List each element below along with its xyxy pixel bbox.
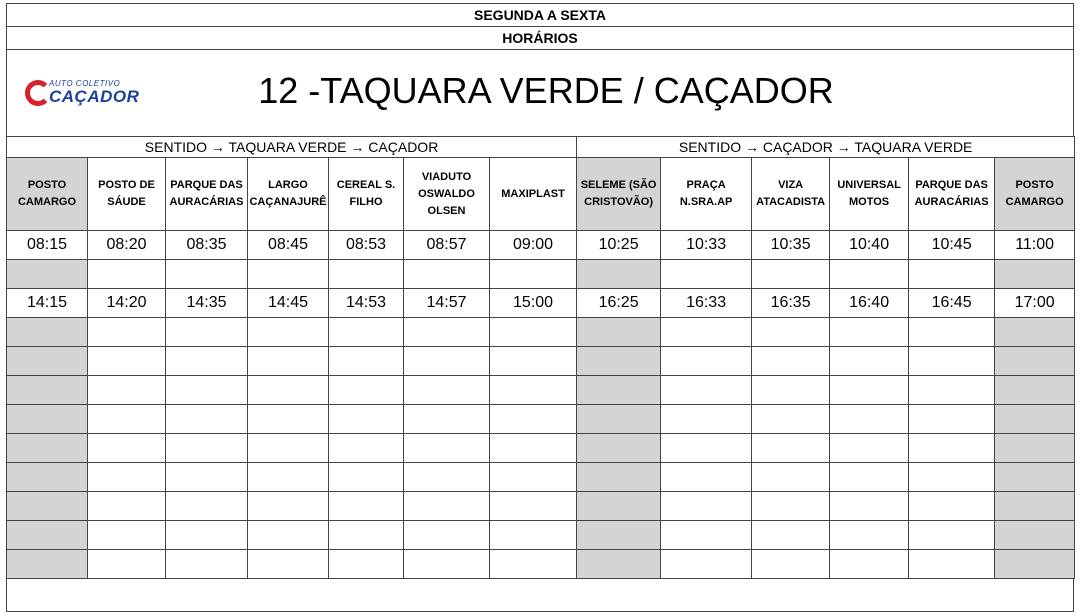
- stop-name-line: ATACADISTA: [756, 196, 826, 208]
- time-cell: [661, 550, 752, 579]
- time-cell: [7, 405, 88, 434]
- time-cell: [830, 434, 909, 463]
- time-cell: 16:40: [830, 289, 909, 318]
- time-cell: 14:45: [248, 289, 329, 318]
- time-cell: [830, 318, 909, 347]
- route-banner: [6, 49, 1074, 136]
- time-cell: [752, 318, 830, 347]
- stop-name-line: VIADUTO: [421, 170, 472, 183]
- time-cell: [88, 550, 166, 579]
- stop-name-line: CEREAL S.: [336, 179, 396, 191]
- time-cell: [7, 318, 88, 347]
- schedule-sheet: [6, 3, 1074, 612]
- time-cell: [88, 521, 166, 550]
- stop-header: [404, 158, 490, 231]
- time-cell: [329, 405, 404, 434]
- time-cell: [752, 434, 830, 463]
- time-cell: [909, 550, 995, 579]
- logo-big-text: CAÇADOR: [49, 87, 140, 106]
- stop-header: [248, 158, 329, 231]
- stop-name-line: OSWALDO: [418, 187, 475, 200]
- time-cell: 11:00: [995, 231, 1075, 260]
- time-cell: [7, 347, 88, 376]
- stop-name-line: MAXIPLAST: [501, 187, 565, 200]
- time-cell: [995, 463, 1075, 492]
- time-cell: [577, 260, 661, 289]
- time-cell: [404, 260, 490, 289]
- time-cell: [909, 521, 995, 550]
- table-row: [7, 376, 1075, 405]
- stop-name-line: LARGO: [268, 179, 308, 191]
- time-cell: 08:53: [329, 231, 404, 260]
- time-cell: [577, 405, 661, 434]
- time-cell: [7, 492, 88, 521]
- time-cell: [404, 347, 490, 376]
- time-cell: [752, 376, 830, 405]
- time-cell: [404, 550, 490, 579]
- stop-name-line: SELEME (SÃO: [580, 179, 657, 191]
- time-cell: 10:35: [752, 231, 830, 260]
- time-cell: [248, 347, 329, 376]
- stop-header: [909, 158, 995, 231]
- footer-row: [6, 579, 1074, 612]
- stop-header: [7, 158, 88, 231]
- stop-name-line: PARQUE DAS: [170, 179, 243, 191]
- time-cell: [329, 318, 404, 347]
- time-cell: [248, 318, 329, 347]
- time-cell: 10:33: [661, 231, 752, 260]
- time-cell: [909, 347, 995, 376]
- time-cell: 08:57: [404, 231, 490, 260]
- time-cell: [752, 492, 830, 521]
- time-cell: 10:45: [909, 231, 995, 260]
- time-cell: 10:40: [830, 231, 909, 260]
- time-cell: [577, 376, 661, 405]
- stop-header: [490, 158, 577, 231]
- time-cell: [995, 260, 1075, 289]
- time-cell: [752, 463, 830, 492]
- time-cell: [661, 521, 752, 550]
- stop-name-line: AURACÁRIAS: [914, 196, 989, 208]
- time-cell: [490, 521, 577, 550]
- stop-header: [752, 158, 830, 231]
- time-cell: 08:45: [248, 231, 329, 260]
- stop-header: [830, 158, 909, 231]
- time-cell: [88, 492, 166, 521]
- times-body: [7, 231, 1075, 579]
- time-cell: [490, 434, 577, 463]
- table-row: [7, 492, 1075, 521]
- time-cell: [661, 376, 752, 405]
- table-row: [7, 405, 1075, 434]
- time-cell: [166, 405, 248, 434]
- time-cell: [490, 318, 577, 347]
- time-cell: [995, 521, 1075, 550]
- time-cell: [88, 405, 166, 434]
- time-cell: 17:00: [995, 289, 1075, 318]
- time-cell: [577, 347, 661, 376]
- time-cell: [329, 260, 404, 289]
- time-cell: [909, 434, 995, 463]
- days-header: SEGUNDA A SEXTA: [6, 3, 1074, 26]
- time-cell: [909, 463, 995, 492]
- stop-name-line: PRAÇA: [686, 179, 726, 191]
- time-cell: [329, 492, 404, 521]
- time-cell: [248, 434, 329, 463]
- time-cell: [166, 521, 248, 550]
- stop-header: [329, 158, 404, 231]
- time-cell: [166, 492, 248, 521]
- time-cell: [88, 434, 166, 463]
- time-cell: [248, 492, 329, 521]
- time-cell: [752, 347, 830, 376]
- time-cell: [661, 318, 752, 347]
- stop-header: [88, 158, 166, 231]
- time-cell: [995, 550, 1075, 579]
- time-cell: [7, 260, 88, 289]
- time-cell: [577, 492, 661, 521]
- time-cell: [752, 260, 830, 289]
- table-row: [7, 318, 1075, 347]
- table-row: [7, 521, 1075, 550]
- stop-name-line: UNIVERSAL: [837, 179, 901, 191]
- time-cell: 14:20: [88, 289, 166, 318]
- time-cell: [88, 260, 166, 289]
- stop-name-line: MOTOS: [849, 196, 890, 208]
- table-row: [7, 347, 1075, 376]
- time-cell: [166, 434, 248, 463]
- time-cell: [661, 347, 752, 376]
- time-cell: [909, 376, 995, 405]
- time-cell: [7, 376, 88, 405]
- time-cell: [166, 376, 248, 405]
- table-row: [7, 289, 1075, 318]
- time-cell: [490, 550, 577, 579]
- time-cell: [909, 405, 995, 434]
- time-cell: 14:57: [404, 289, 490, 318]
- time-cell: [329, 463, 404, 492]
- time-cell: [166, 550, 248, 579]
- time-cell: [995, 376, 1075, 405]
- time-cell: [830, 492, 909, 521]
- time-cell: [995, 318, 1075, 347]
- time-cell: [830, 376, 909, 405]
- time-cell: [329, 521, 404, 550]
- time-cell: 16:25: [577, 289, 661, 318]
- time-cell: 08:35: [166, 231, 248, 260]
- time-cell: [490, 463, 577, 492]
- stop-name-line: SÁUDE: [107, 196, 146, 208]
- time-cell: 14:35: [166, 289, 248, 318]
- time-cell: [830, 550, 909, 579]
- time-cell: [830, 347, 909, 376]
- time-cell: [88, 376, 166, 405]
- schedule-subtitle: HORÁRIOS: [6, 26, 1074, 49]
- stop-name-line: CAÇANAJURÊ: [249, 196, 327, 208]
- time-cell: [248, 463, 329, 492]
- time-cell: [661, 405, 752, 434]
- time-cell: [752, 521, 830, 550]
- time-cell: [166, 347, 248, 376]
- stop-header: [577, 158, 661, 231]
- table-row: [7, 463, 1075, 492]
- time-cell: [7, 521, 88, 550]
- stop-header: [995, 158, 1075, 231]
- time-cell: [404, 376, 490, 405]
- time-cell: [7, 434, 88, 463]
- stops-header-row: [7, 158, 1075, 231]
- time-cell: [404, 492, 490, 521]
- time-cell: [830, 463, 909, 492]
- time-cell: [404, 318, 490, 347]
- time-cell: [577, 463, 661, 492]
- time-cell: [166, 260, 248, 289]
- time-cell: [88, 463, 166, 492]
- time-cell: 08:15: [7, 231, 88, 260]
- time-cell: [329, 347, 404, 376]
- time-cell: [248, 405, 329, 434]
- time-cell: [830, 521, 909, 550]
- time-cell: [404, 463, 490, 492]
- time-cell: [490, 405, 577, 434]
- time-cell: 10:25: [577, 231, 661, 260]
- stop-name-line: PARQUE DAS: [915, 179, 988, 191]
- time-cell: [909, 492, 995, 521]
- time-cell: [88, 347, 166, 376]
- time-cell: [248, 376, 329, 405]
- time-cell: [329, 434, 404, 463]
- direction-outbound: SENTIDO → TAQUARA VERDE → CAÇADOR: [7, 137, 577, 158]
- time-cell: [661, 434, 752, 463]
- time-cell: [166, 463, 248, 492]
- table-row: [7, 434, 1075, 463]
- time-cell: [490, 492, 577, 521]
- time-cell: [166, 318, 248, 347]
- time-cell: [995, 492, 1075, 521]
- table-row: [7, 260, 1075, 289]
- time-cell: [752, 550, 830, 579]
- stop-name-line: CAMARGO: [17, 196, 77, 208]
- time-cell: [995, 434, 1075, 463]
- stop-name-line: OLSEN: [427, 204, 466, 217]
- route-title: 12 -TAQUARA VERDE / CAÇADOR: [258, 70, 834, 111]
- time-cell: [577, 521, 661, 550]
- time-cell: [752, 405, 830, 434]
- stop-name-line: VIZA: [778, 179, 804, 191]
- time-cell: [661, 463, 752, 492]
- time-cell: [661, 260, 752, 289]
- time-cell: [248, 550, 329, 579]
- time-cell: [577, 318, 661, 347]
- stop-name-line: AURACÁRIAS: [169, 196, 244, 208]
- time-cell: [909, 318, 995, 347]
- time-cell: 16:35: [752, 289, 830, 318]
- time-cell: 14:53: [329, 289, 404, 318]
- time-cell: [995, 347, 1075, 376]
- time-cell: [404, 434, 490, 463]
- time-cell: 09:00: [490, 231, 577, 260]
- stop-name-line: POSTO DE: [98, 179, 155, 191]
- time-cell: [490, 347, 577, 376]
- stop-name-line: CRISTOVÃO): [584, 196, 654, 208]
- time-cell: 14:15: [7, 289, 88, 318]
- time-cell: [830, 260, 909, 289]
- time-cell: 15:00: [490, 289, 577, 318]
- time-cell: 16:45: [909, 289, 995, 318]
- time-cell: [329, 376, 404, 405]
- stop-header: [661, 158, 752, 231]
- time-cell: [995, 405, 1075, 434]
- time-cell: [7, 550, 88, 579]
- time-cell: [490, 376, 577, 405]
- stop-name-line: CAMARGO: [1005, 196, 1064, 208]
- stop-name-line: POSTO: [27, 179, 67, 191]
- logo-small-text: AUTO COLETIVO: [49, 79, 121, 88]
- stop-name-line: POSTO: [1015, 179, 1054, 191]
- stop-name-line: FILHO: [349, 196, 383, 208]
- direction-inbound: SENTIDO → CAÇADOR → TAQUARA VERDE: [577, 137, 1075, 158]
- time-cell: 08:20: [88, 231, 166, 260]
- time-cell: [404, 521, 490, 550]
- time-cell: [490, 260, 577, 289]
- table-row: [7, 550, 1075, 579]
- time-cell: [909, 260, 995, 289]
- time-cell: [329, 550, 404, 579]
- timetable: [6, 136, 1075, 579]
- time-cell: [404, 405, 490, 434]
- time-cell: [7, 463, 88, 492]
- time-cell: 16:33: [661, 289, 752, 318]
- time-cell: [577, 550, 661, 579]
- time-cell: [88, 318, 166, 347]
- time-cell: [661, 492, 752, 521]
- stop-name-line: N.SRA.AP: [679, 196, 733, 208]
- time-cell: [248, 260, 329, 289]
- time-cell: [248, 521, 329, 550]
- table-row: [7, 231, 1075, 260]
- stop-header: [166, 158, 248, 231]
- time-cell: [830, 405, 909, 434]
- time-cell: [577, 434, 661, 463]
